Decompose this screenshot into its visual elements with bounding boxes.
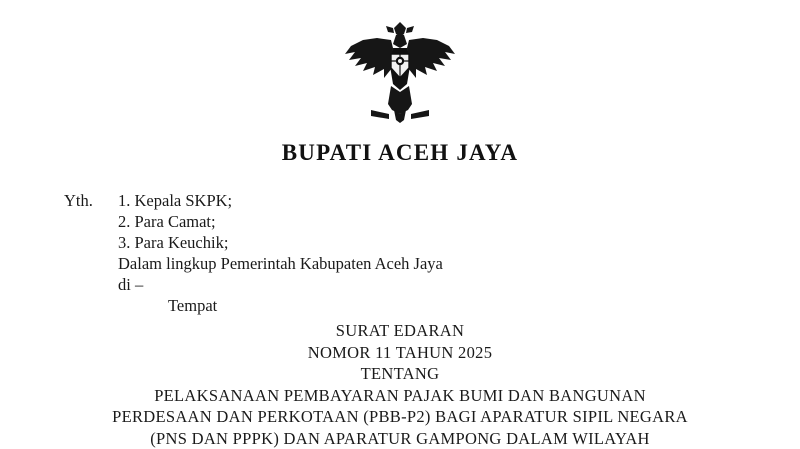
addressee-list [118, 190, 443, 316]
garuda-pancasila-emblem [341, 18, 459, 126]
addressee-place: Tempat [118, 295, 443, 316]
circular-heading [0, 320, 800, 449]
heading-subject-line-2: PERDESAAN DAN PERKOTAAN (PBB-P2) BAGI APARATUR SIPIL NEGARA [0, 406, 800, 428]
list-item: 3. Para Keuchik; [118, 232, 443, 253]
heading-subject-line-1: PELAKSANAAN PEMBAYARAN PAJAK BUMI DAN BANGUNAN [0, 385, 800, 407]
list-item: 2. Para Camat; [118, 211, 443, 232]
addressee-label: Yth. [64, 190, 118, 211]
page-title: BUPATI ACEH JAYA [0, 140, 800, 166]
heading-number: NOMOR 11 TAHUN 2025 [0, 342, 800, 364]
list-item: di – [118, 274, 443, 295]
addressee-row [64, 190, 443, 316]
list-item: 1. Kepala SKPK; [118, 190, 443, 211]
emblem-container [0, 18, 800, 126]
addressee-block [64, 190, 443, 316]
heading-document-type: SURAT EDARAN [0, 320, 800, 342]
heading-subject-line-3: (PNS DAN PPPK) DAN APARATUR GAMPONG DALAM WILAYAH [0, 428, 800, 449]
list-item: Dalam lingkup Pemerintah Kabupaten Aceh Jaya [118, 253, 443, 274]
heading-about: TENTANG [0, 363, 800, 385]
